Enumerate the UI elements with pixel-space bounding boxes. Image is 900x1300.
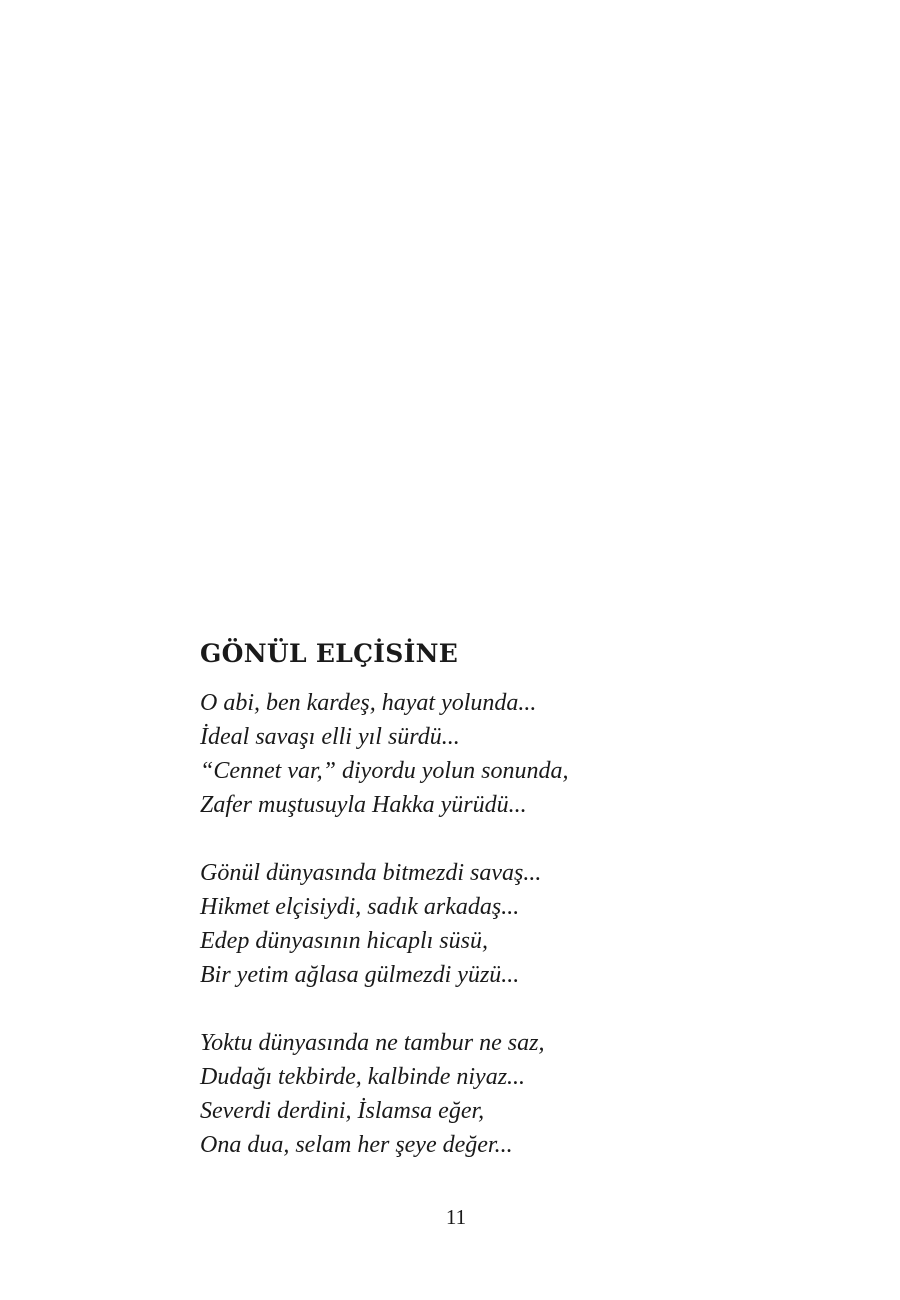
stanza-3 <box>200 1026 760 1162</box>
stanza-1 <box>200 686 760 822</box>
poem-line: Gönül dünyasında bitmezdi savaş... <box>200 860 542 886</box>
poem-line: Hikmet elçisiydi, sadık arkadaş... <box>200 894 520 920</box>
poem-line: O abi, ben kardeş, hayat yolunda... <box>200 690 537 716</box>
poem-line: “Cennet var,” diyordu yolun sonunda, <box>200 758 569 784</box>
poem-line: Ona dua, selam her şeye değer... <box>200 1132 513 1158</box>
page-number: 11 <box>445 1205 467 1229</box>
poem <box>200 636 760 1162</box>
poem-line: Edep dünyasının hicaplı süsü, <box>200 928 488 954</box>
poem-line: Yoktu dünyasında ne tambur ne saz, <box>200 1030 545 1056</box>
poem-line: Severdi derdini, İslamsa eğer, <box>200 1098 485 1124</box>
poem-line: Dudağı tekbirde, kalbinde niyaz... <box>200 1064 526 1090</box>
stanza-2 <box>200 856 760 992</box>
poem-line: Zafer muştusuyla Hakka yürüdü... <box>200 792 527 818</box>
poem-title: GÖNÜL ELÇİSİNE <box>200 639 459 668</box>
poem-line: İdeal savaşı elli yıl sürdü... <box>200 724 460 750</box>
poem-line: Bir yetim ağlasa gülmezdi yüzü... <box>200 962 520 988</box>
